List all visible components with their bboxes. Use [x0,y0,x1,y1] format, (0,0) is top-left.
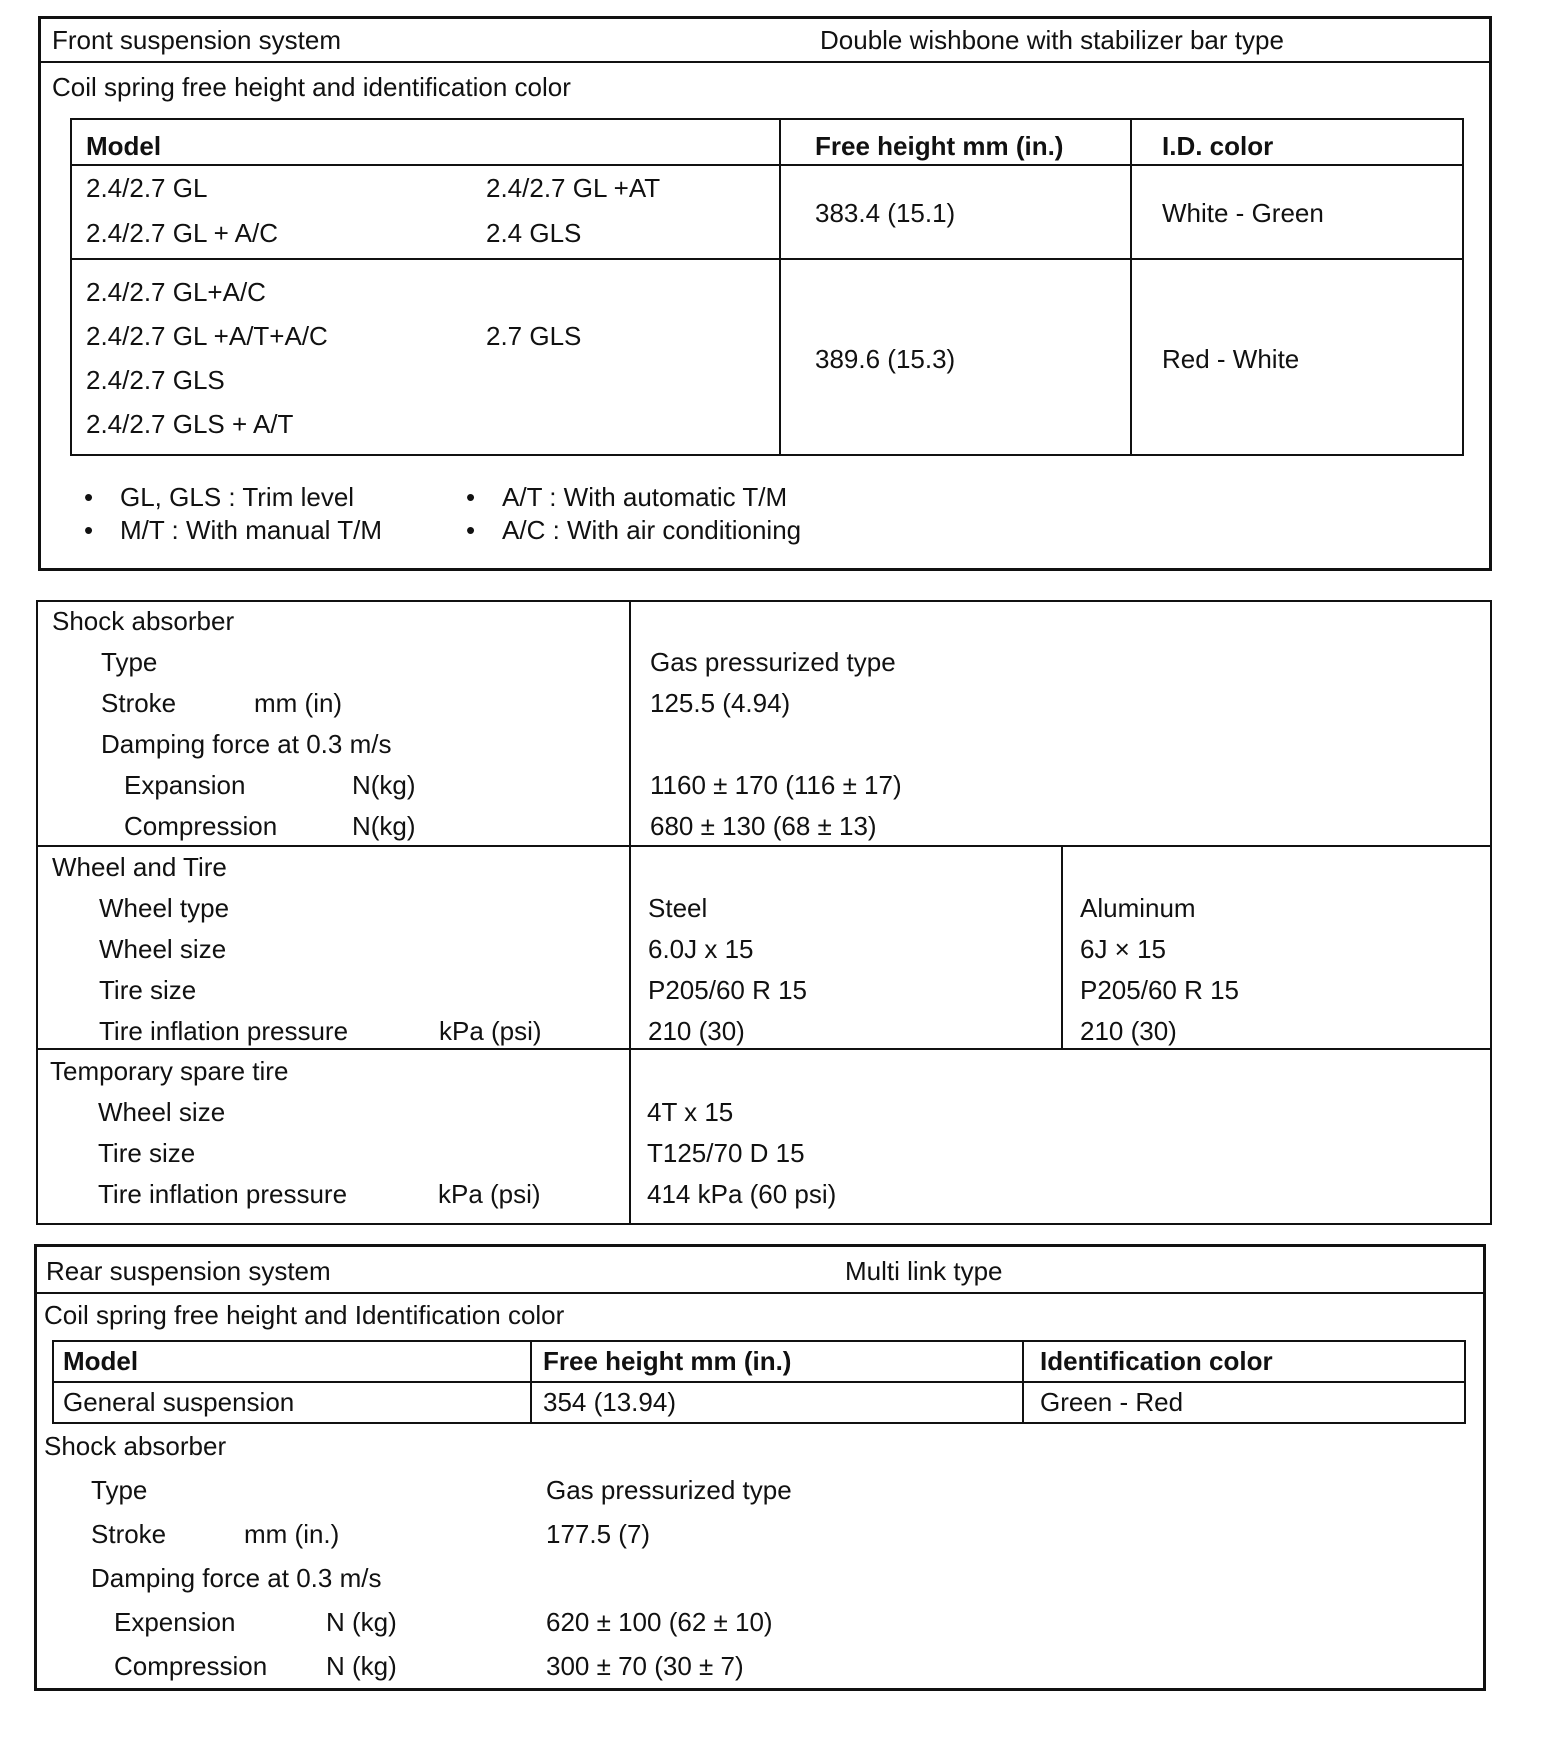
front-g1-free-height: 383.4 (15.1) [815,198,956,228]
front-note-ac: • A/C : With air conditioning [502,517,801,543]
spare-wheel-size-label: Wheel size [98,1097,226,1127]
steel-wheel-type: Steel [648,893,708,923]
middle-divider-spare [36,1048,1492,1050]
front-g1-model-4: 2.4 GLS [486,218,582,248]
front-g1-id-color: White - Green [1162,198,1324,228]
front-g1-model-3: 2.4/2.7 GL + A/C [86,218,278,248]
tire-pressure-unit: kPa (psi) [439,1016,542,1046]
shock-compression-value: 680 ± 130 (68 ± 13) [650,811,877,841]
rear-header-model: Model [63,1346,139,1376]
rear-shock-type-value: Gas pressurized type [546,1475,792,1505]
middle-col-divider [629,600,631,1225]
shock-expansion-unit: N(kg) [352,770,416,800]
front-g2-model-3: 2.7 GLS [486,321,582,351]
shock-stroke-label: Stroke [101,688,177,718]
rear-row-id-color: Green - Red [1040,1387,1184,1417]
shock-compression-label: Compression [124,811,278,841]
steel-tire-pressure: 210 (30) [648,1016,745,1046]
aluminum-tire-pressure: 210 (30) [1080,1016,1177,1046]
shock-expansion-label: Expansion [124,770,246,800]
front-system-value: Double wishbone with stabilizer bar type [820,25,1284,55]
rear-shock-title: Shock absorber [44,1431,227,1461]
rear-header-divider [34,1292,1486,1294]
rear-shock-type-label: Type [91,1475,148,1505]
front-note-mt: • M/T : With manual T/M [120,517,382,543]
spare-pressure-value: 414 kPa (60 psi) [647,1179,837,1209]
aluminum-wheel-size: 6J × 15 [1080,934,1167,964]
spare-wheel-size-value: 4T x 15 [647,1097,734,1127]
rear-shock-expansion-unit: N (kg) [326,1607,397,1637]
front-g2-model-4: 2.4/2.7 GLS [86,365,225,395]
front-g2-model-5: 2.4/2.7 GLS + A/T [86,409,294,439]
shock-compression-unit: N(kg) [352,811,416,841]
wheel-type-label: Wheel type [99,893,230,923]
rear-coil-title: Coil spring free height and Identification color [44,1300,565,1330]
rear-shock-compression-value: 300 ± 70 (30 ± 7) [546,1651,744,1681]
tire-pressure-label: Tire inflation pressure [99,1016,349,1046]
rear-system-value: Multi link type [845,1256,1003,1286]
front-table-col-divider-1 [779,118,781,456]
rear-shock-expansion-label: Expension [114,1607,236,1637]
middle-divider-wheel [36,845,1492,847]
front-g1-model-2: 2.4/2.7 GL +AT [486,173,661,203]
front-coil-table [70,118,1464,456]
rear-row-free-height: 354 (13.94) [543,1387,676,1417]
spare-pressure-unit: kPa (psi) [438,1179,541,1209]
rear-shock-compression-unit: N (kg) [326,1651,397,1681]
rear-shock-compression-label: Compression [114,1651,268,1681]
front-g2-model-2: 2.4/2.7 GL +A/T+A/C [86,321,328,351]
tire-size-label: Tire size [99,975,197,1005]
rear-system-label: Rear suspension system [46,1256,331,1286]
aluminum-tire-size: P205/60 R 15 [1080,975,1240,1005]
rear-table-col-divider-2 [1022,1340,1024,1424]
spare-pressure-label: Tire inflation pressure [98,1179,348,1209]
front-header-model: Model [86,131,162,161]
rear-header-free-height: Free height mm (in.) [543,1346,792,1376]
rear-shock-stroke-label: Stroke [91,1519,167,1549]
shock-stroke-unit: mm (in) [254,688,343,718]
shock-damping-label: Damping force at 0.3 m/s [101,729,392,759]
wheel-size-label: Wheel size [99,934,227,964]
front-note-trim: • GL, GLS : Trim level [120,484,354,510]
shock-stroke-value: 125.5 (4.94) [650,688,791,718]
front-header-free-height: Free height mm (in.) [815,131,1064,161]
front-g2-free-height: 389.6 (15.3) [815,344,956,374]
rear-table-col-divider-1 [530,1340,532,1424]
front-coil-title: Coil spring free height and identification color [52,72,571,102]
steel-wheel-size: 6.0J x 15 [648,934,754,964]
front-table-row-divider [70,258,1464,260]
front-note-at: • A/T : With automatic T/M [502,484,787,510]
front-table-col-divider-2 [1130,118,1132,456]
wheel-col-divider [1061,845,1063,1048]
rear-table-header-divider [52,1381,1466,1383]
spare-tire-size-label: Tire size [98,1138,196,1168]
shock-title: Shock absorber [52,606,235,636]
spare-tire-size-value: T125/70 D 15 [647,1138,805,1168]
shock-type-label: Type [101,647,158,677]
rear-row-model: General suspension [63,1387,295,1417]
shock-type-value: Gas pressurized type [650,647,896,677]
spare-title: Temporary spare tire [50,1056,289,1086]
front-g2-model-1: 2.4/2.7 GL+A/C [86,277,266,307]
rear-shock-damping-label: Damping force at 0.3 m/s [91,1563,382,1593]
front-header-id-color: I.D. color [1162,131,1274,161]
aluminum-wheel-type: Aluminum [1080,893,1196,923]
steel-tire-size: P205/60 R 15 [648,975,808,1005]
front-header-divider [38,61,1492,63]
front-g2-id-color: Red - White [1162,344,1300,374]
front-g1-model-1: 2.4/2.7 GL [86,173,208,203]
front-table-header-divider [70,164,1464,166]
rear-shock-stroke-value: 177.5 (7) [546,1519,651,1549]
rear-shock-expansion-value: 620 ± 100 (62 ± 10) [546,1607,773,1637]
front-system-label: Front suspension system [52,25,342,55]
rear-header-id-color: Identification color [1040,1346,1273,1376]
shock-expansion-value: 1160 ± 170 (116 ± 17) [650,770,902,800]
rear-shock-stroke-unit: mm (in.) [244,1519,340,1549]
wheel-title: Wheel and Tire [52,852,227,882]
